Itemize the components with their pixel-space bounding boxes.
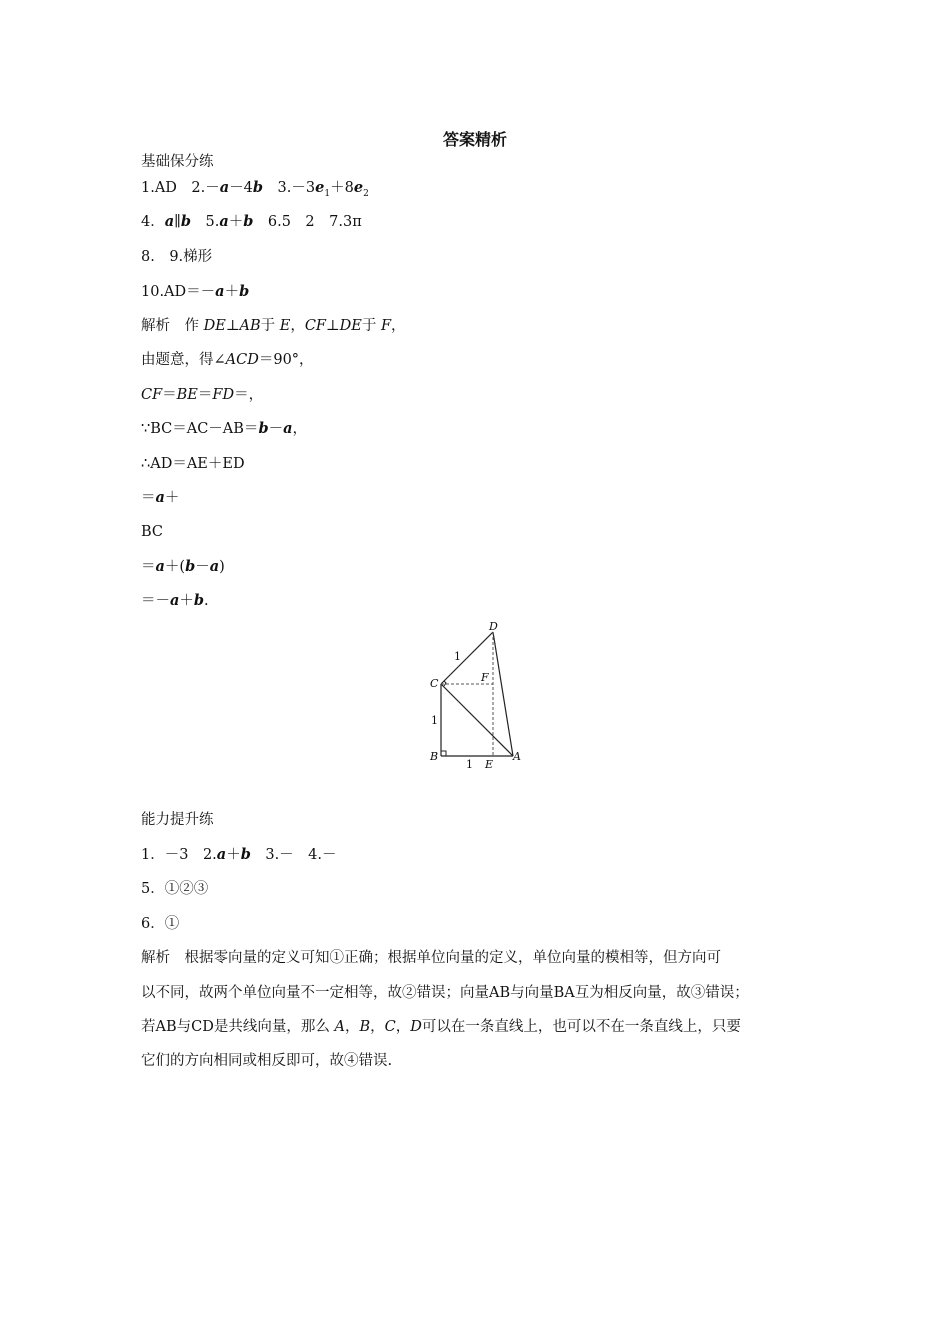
point: E [279, 318, 291, 334]
angle: ACD [225, 352, 259, 368]
vector-b: b [239, 283, 250, 300]
point: C [384, 1019, 396, 1035]
segment: BE [176, 387, 198, 403]
answer-line-3: 8. 9.梯形 [141, 249, 213, 265]
text: ＋( [164, 559, 186, 575]
answer-line-4 [141, 282, 249, 302]
text: ， [292, 421, 307, 437]
text: ， [391, 318, 406, 334]
answer-line-8 [141, 419, 307, 439]
length-bc: 1 [431, 714, 438, 727]
vector-b: b [240, 846, 251, 863]
text: ＝， [234, 387, 264, 403]
vector-b: b [193, 592, 205, 609]
segment-ca [441, 684, 513, 756]
text: . [204, 593, 209, 609]
text: 3.－ 4.－ [250, 847, 337, 863]
section-heading-basic: 基础保分练 [141, 154, 214, 170]
answer-line-10 [141, 488, 179, 508]
text: 1．－3 2. [141, 847, 217, 863]
text: ， [344, 1019, 360, 1035]
subscript: 1 [324, 188, 331, 199]
text: 1.AD 2.－ [141, 180, 220, 196]
analysis-line [141, 316, 406, 336]
geometry-figure [420, 618, 530, 776]
segment: CF [141, 387, 163, 403]
text: ＝ [197, 387, 213, 403]
perp-symbol: ⊥ [325, 318, 340, 334]
answer-line-13 [141, 591, 209, 611]
segment: DE [203, 318, 226, 334]
point: F [380, 318, 391, 334]
page-title: 答案精析 [442, 130, 507, 149]
text: ， [290, 318, 305, 334]
text: ＋ [228, 214, 244, 230]
text: ＋ [164, 490, 180, 506]
point: A [334, 1019, 345, 1035]
vector-a: a [219, 179, 230, 196]
answer-line-9: ∴AD＝AE＋ED [141, 456, 245, 472]
text: － [268, 421, 284, 437]
adv-paragraph-3 [141, 1017, 741, 1037]
section-heading-advanced: 能力提升练 [141, 812, 214, 828]
adv-line-3: 6．① [141, 916, 180, 932]
text: 若AB与CD是共线向量，那么 [141, 1019, 335, 1035]
label-f: F [481, 671, 489, 684]
adv-paragraph-1: 解析 根据零向量的定义可知①正确；根据单位向量的定义，单位向量的模相等，但方向可 [141, 950, 721, 966]
text: 10.AD＝－ [141, 284, 216, 300]
vector-b: b [258, 420, 269, 437]
vector-b: b [252, 179, 264, 196]
text: 于 [361, 318, 381, 334]
text: 作 [184, 318, 204, 334]
text: 6.5 2 7.3π [253, 214, 362, 230]
answer-line-11: BC [141, 524, 164, 540]
length-cd: 1 [454, 650, 461, 663]
answer-line-2 [141, 212, 362, 232]
segment-da [493, 632, 513, 756]
analysis-label: 解析 [141, 318, 170, 334]
geometry-diagram [420, 618, 530, 776]
perp-symbol: ⊥ [225, 318, 240, 334]
text: ＝90°， [258, 352, 314, 368]
label-e: E [485, 758, 494, 771]
label-c: C [430, 677, 439, 690]
segment: FD [212, 387, 235, 403]
vector-a: a [216, 846, 227, 863]
right-angle-mark-c [444, 681, 446, 686]
text: 4． [141, 214, 165, 230]
vector-a: a [155, 558, 165, 575]
text: ＋ [224, 284, 240, 300]
adv-line-1 [141, 845, 337, 865]
text: 5. [190, 214, 220, 230]
text: ＋ [179, 593, 194, 609]
text: ＝ [162, 387, 177, 403]
vector-a: a [283, 420, 293, 437]
right-angle-mark-b [441, 751, 446, 756]
label-a: A [513, 750, 521, 763]
vector-a: a [215, 283, 225, 300]
adv-paragraph-4: 它们的方向相同或相反即可，故④错误. [141, 1053, 393, 1069]
vector-b: b [180, 213, 191, 230]
segment: AB [239, 318, 261, 334]
text: 由题意，得∠ [141, 352, 226, 368]
adv-line-2: 5．①②③ [141, 881, 209, 897]
text: ＝ [141, 490, 156, 506]
vector-b: b [243, 213, 254, 230]
text: ) [219, 559, 225, 575]
subscript: 2 [363, 188, 369, 199]
text: ＝－ [141, 593, 170, 609]
text: ＋ [226, 847, 241, 863]
segment: DE [339, 318, 362, 334]
answer-line-12 [141, 557, 225, 577]
text: － [195, 559, 210, 575]
text: 3.－3 [263, 180, 316, 196]
label-b: B [430, 750, 439, 763]
label-d: D [489, 620, 498, 633]
segment: CF [304, 318, 326, 334]
vector-a: a [219, 213, 229, 230]
text: 可以在一条直线上，也可以不在一条直线上，只要 [421, 1019, 741, 1035]
answer-line-6 [141, 350, 314, 370]
text: －4 [229, 180, 253, 196]
vector-b: b [185, 558, 196, 575]
point: B [359, 1019, 371, 1035]
vector-a: a [209, 558, 220, 575]
vector-a: a [170, 592, 180, 609]
answer-line-1 [141, 178, 369, 204]
vector-a: a [155, 489, 165, 506]
answer-line-7 [141, 385, 263, 405]
text: ， [370, 1019, 385, 1035]
vector-e: e [315, 179, 325, 196]
point: D [410, 1019, 422, 1035]
text: ＋8 [330, 180, 354, 196]
adv-paragraph-2: 以不同，故两个单位向量不一定相等，故②错误；向量AB与向量BA互为相反向量，故③错误； [141, 985, 749, 1001]
text: 于 [260, 318, 280, 334]
vector-e: e [353, 179, 364, 196]
text: ， [395, 1019, 411, 1035]
length-be: 1 [466, 758, 473, 771]
text: ＝ [141, 559, 156, 575]
vector-a: a [164, 213, 175, 230]
text: ∵BC＝AC－AB＝ [141, 421, 259, 437]
parallel-symbol: ∥ [174, 214, 181, 230]
